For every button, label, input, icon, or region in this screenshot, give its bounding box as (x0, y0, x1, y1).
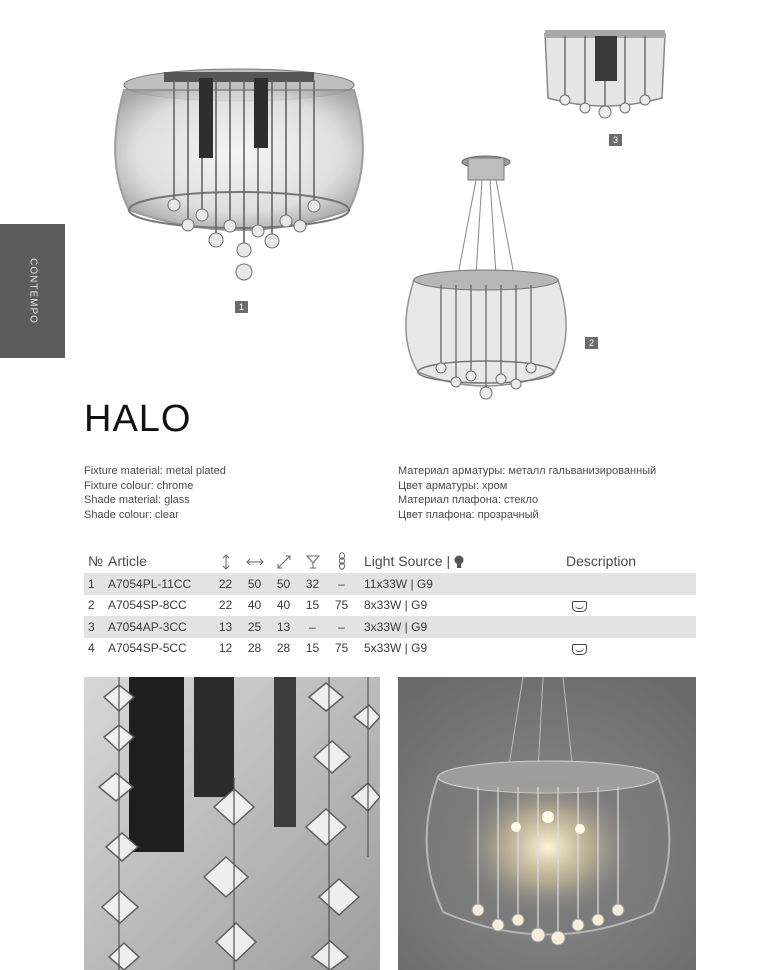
cell-chain: 75 (334, 598, 349, 613)
product-image-pendant (396, 150, 576, 412)
cell-drop: 32 (298, 573, 327, 595)
cell-light-source: 8x33W | G9 (364, 598, 428, 613)
cell-width: 40 (247, 598, 262, 613)
cell-diameter: 50 (269, 573, 298, 595)
pendant-shade-icon (572, 601, 587, 612)
cell-article: A7054AP-3CC (108, 616, 211, 638)
chain-icon (338, 552, 346, 570)
cell-description (566, 595, 696, 617)
header-light-source-label: Light Source | (364, 552, 451, 569)
spec-line: Материал арматуры: металл гальванизированный (398, 465, 657, 477)
figure-number-2: 2 (585, 337, 598, 349)
header-light-source (356, 549, 566, 573)
height-icon (220, 554, 232, 570)
side-tab-label: CONTEMPO (27, 258, 38, 324)
header-diameter (269, 549, 298, 573)
cell-diameter: 28 (276, 641, 291, 656)
specs-russian (398, 464, 656, 522)
spec-line: Цвет плафона: прозрачный (398, 508, 539, 521)
table-row (84, 616, 696, 638)
cell-drop: 15 (305, 598, 320, 613)
header-height (211, 549, 240, 573)
cell-no: 4 (88, 641, 95, 656)
cell-height: 13 (211, 616, 240, 638)
cell-no: 2 (88, 598, 95, 613)
table-row (84, 573, 696, 595)
cell-no: 1 (84, 573, 108, 595)
product-title: HALO (84, 398, 192, 440)
cell-light-source: 3x33W | G9 (356, 616, 566, 638)
spec-table (84, 549, 696, 659)
table-row (84, 595, 696, 617)
cell-article: A7054SP-5CC (108, 641, 187, 656)
pendant-shade-icon (572, 644, 587, 655)
cell-height: 22 (211, 573, 240, 595)
cell-height: 22 (218, 598, 233, 613)
wine-glass-icon (306, 554, 320, 570)
figure-number-3: 3 (609, 134, 622, 146)
cell-no: 3 (84, 616, 108, 638)
header-chain (327, 549, 356, 573)
spec-line: Материал плафона: стекло (398, 494, 539, 506)
header-width (240, 549, 269, 573)
cell-diameter: 13 (269, 616, 298, 638)
figure-number-1: 1 (235, 301, 248, 313)
spec-line: Shade material: glass (84, 494, 190, 506)
cell-chain: – (327, 616, 356, 638)
product-image-wall-fixture (540, 26, 670, 126)
spec-line: Fixture colour: chrome (84, 479, 194, 492)
spec-line: Цвет арматуры: хром (398, 479, 508, 492)
header-article: Article (108, 553, 147, 569)
cell-width: 28 (247, 641, 262, 656)
cell-light-source: 11x33W | G9 (356, 573, 566, 595)
cell-chain: 75 (334, 641, 349, 656)
table-row (84, 638, 696, 660)
width-icon (246, 557, 264, 567)
cell-light-source: 5x33W | G9 (364, 641, 428, 656)
product-image-ceiling-fixture (104, 50, 374, 290)
cell-description (566, 573, 696, 595)
bulb-icon (454, 555, 464, 569)
cell-chain: – (327, 573, 356, 595)
header-drop (298, 549, 327, 573)
cell-drop: – (298, 616, 327, 638)
cell-description (566, 638, 696, 660)
spec-line: Shade colour: clear (84, 508, 179, 521)
photo-lit-fixture (398, 677, 696, 970)
cell-article: A7054PL-11CC (108, 573, 211, 595)
cell-diameter: 40 (276, 598, 291, 613)
cell-drop: 15 (305, 641, 320, 656)
spec-line: Fixture material: metal plated (84, 465, 226, 477)
cell-height: 12 (218, 641, 233, 656)
photo-crystal-closeup (84, 677, 380, 970)
cell-width: 25 (240, 616, 269, 638)
cell-article: A7054SP-8CC (108, 598, 187, 613)
diameter-icon (276, 554, 292, 570)
table-header-row (84, 549, 696, 573)
side-tab (0, 224, 65, 358)
header-no: № (88, 553, 104, 569)
header-description: Description (566, 553, 637, 569)
cell-description (566, 616, 696, 638)
cell-width: 50 (240, 573, 269, 595)
specs-english (84, 464, 226, 522)
